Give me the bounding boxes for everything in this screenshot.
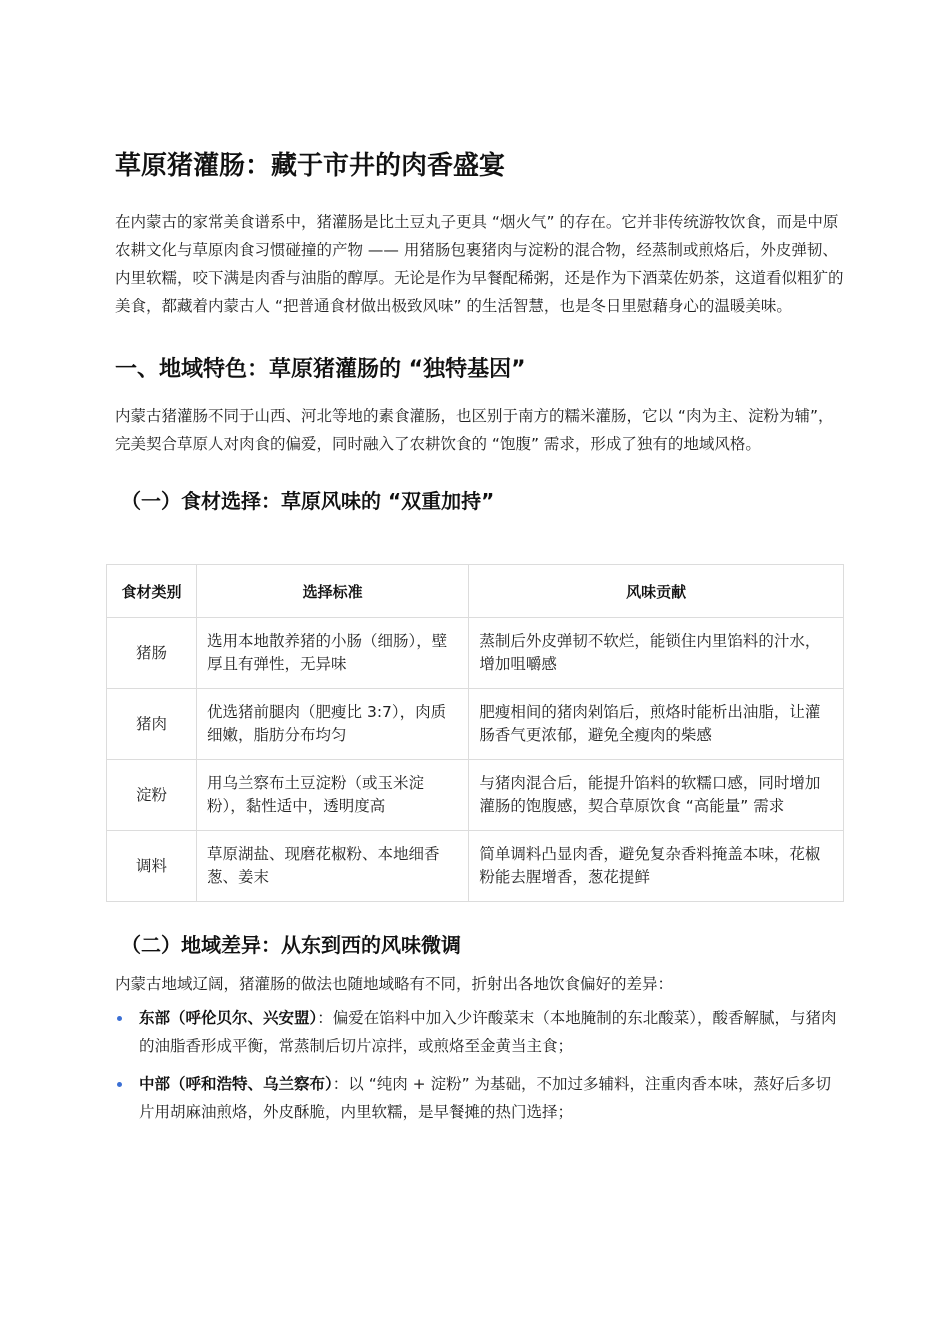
ingredients-table bbox=[106, 564, 844, 902]
table-cell-standard: 选用本地散养猪的小肠（细肠），壁厚且有弹性，无异味 bbox=[197, 618, 469, 689]
section-paragraph-regional-features: 内蒙古猪灌肠不同于山西、河北等地的素食灌肠，也区别于南方的糯米灌肠，它以 “肉为主、淀粉为辅”，完美契合草原人对肉食的偏爱，同时融入了农耕饮食的 “饱腹” 需求，形成了独有的地域风格。 bbox=[115, 407, 834, 453]
bullet-icon bbox=[117, 1082, 122, 1087]
table-row bbox=[107, 831, 844, 902]
table-cell-standard: 用乌兰察布土豆淀粉（或玉米淀粉），黏性适中，透明度高 bbox=[197, 760, 469, 831]
section-heading-regional-features: 一、地域特色：草原猪灌肠的 “独特基因” bbox=[115, 357, 526, 382]
table-cell-category: 猪肉 bbox=[107, 689, 197, 760]
table-cell-category: 调料 bbox=[107, 831, 197, 902]
list-item-text: ：偏爱在馅料中加入少许酸菜末（本地腌制的东北酸菜），酸香解腻，与猪肉的油脂香形成平衡，常蒸制后切片凉拌，或煎烙至金黄当主食； bbox=[139, 1009, 837, 1055]
table-cell-standard: 草原湖盐、现磨花椒粉、本地细香葱、姜末 bbox=[197, 831, 469, 902]
list-item-lead: 东部（呼伦贝尔、兴安盟） bbox=[139, 1009, 318, 1027]
table-cell-contribution: 与猪肉混合后，能提升馅料的软糯口感，同时增加灌肠的饱腹感，契合草原饮食 “高能量” 需求 bbox=[469, 760, 844, 831]
table-cell-contribution: 肥瘦相间的猪肉剁馅后，煎烙时能析出油脂，让灌肠香气更浓郁，避免全瘦肉的柴感 bbox=[469, 689, 844, 760]
table-cell-contribution: 蒸制后外皮弹韧不软烂，能锁住内里馅料的汁水，增加咀嚼感 bbox=[469, 618, 844, 689]
table-header-category: 食材类别 bbox=[107, 565, 197, 618]
subsection-heading-ingredients: （一）食材选择：草原风味的 “双重加持” bbox=[121, 489, 495, 513]
list-item bbox=[115, 1004, 845, 1060]
table-cell-category: 猪肠 bbox=[107, 618, 197, 689]
table-cell-standard: 优选猪前腿肉（肥瘦比 3:7），肉质细嫩，脂肪分布均匀 bbox=[197, 689, 469, 760]
table-row bbox=[107, 618, 844, 689]
document-page bbox=[115, 148, 845, 1136]
list-item-lead: 中部（呼和浩特、乌兰察布） bbox=[139, 1075, 333, 1093]
subsection-paragraph-regional-differences: 内蒙古地域辽阔，猪灌肠的做法也随地域略有不同，折射出各地饮食偏好的差异： bbox=[115, 975, 674, 993]
table-cell-category: 淀粉 bbox=[107, 760, 197, 831]
table-header-row bbox=[107, 565, 844, 618]
subsection-heading-regional-differences: （二）地域差异：从东到西的风味微调 bbox=[121, 933, 461, 957]
list-item-text: ：以 “纯肉 + 淀粉” 为基础，不加过多辅料，注重肉香本味，蒸好后多切片用胡麻油煎烙，外皮酥脆，内里软糯，是早餐摊的热门选择； bbox=[139, 1075, 832, 1121]
table-row bbox=[107, 760, 844, 831]
table-header-contribution: 风味贡献 bbox=[469, 565, 844, 618]
table-header-standard: 选择标准 bbox=[197, 565, 469, 618]
list-item bbox=[115, 1070, 845, 1126]
table-cell-contribution: 简单调料凸显肉香，避免复杂香料掩盖本味，花椒粉能去腥增香，葱花提鲜 bbox=[469, 831, 844, 902]
region-list bbox=[115, 1004, 845, 1126]
article-title: 草原猪灌肠：藏于市井的肉香盛宴 bbox=[115, 151, 506, 181]
table-row bbox=[107, 689, 844, 760]
intro-paragraph: 在内蒙古的家常美食谱系中，猪灌肠是比土豆丸子更具 “烟火气” 的存在。它并非传统游牧饮食，而是中原农耕文化与草原肉食习惯碰撞的产物 —— 用猪肠包裹猪肉与淀粉的混合物，经蒸制或煎烙后，外皮弹韧、内里软糯，咬下满是肉香与油脂的醇厚。无论是作为早餐配稀粥，还是作为下酒菜佐奶茶，这道看似粗犷的美食，都藏着内蒙古人 “把普通食材做出极致风味” 的生活智慧，也是冬日里慰藉身心的温暖美味。 bbox=[115, 213, 844, 315]
bullet-icon bbox=[117, 1016, 122, 1021]
